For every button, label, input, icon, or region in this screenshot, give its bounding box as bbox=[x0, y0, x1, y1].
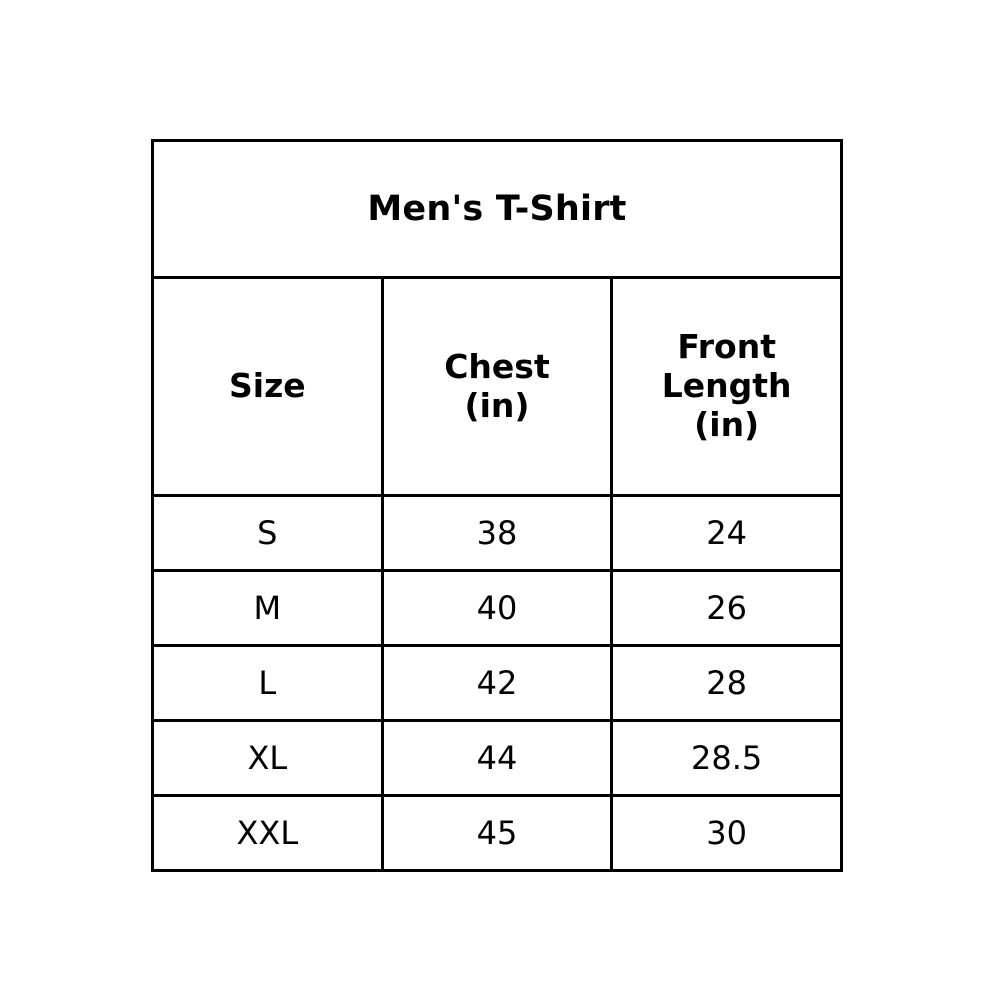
cell-front-length: 30 bbox=[612, 796, 842, 871]
cell-chest: 42 bbox=[382, 646, 612, 721]
table-row bbox=[153, 646, 842, 721]
cell-chest: 44 bbox=[382, 721, 612, 796]
column-header-size bbox=[153, 278, 383, 496]
cell-front-length: 26 bbox=[612, 571, 842, 646]
column-header-chest bbox=[382, 278, 612, 496]
size-chart-table bbox=[151, 139, 843, 872]
table-title-row bbox=[153, 141, 842, 278]
table-row bbox=[153, 721, 842, 796]
cell-size: M bbox=[153, 571, 383, 646]
cell-chest: 45 bbox=[382, 796, 612, 871]
column-header-front-length-line-1: Front bbox=[677, 327, 776, 367]
cell-size: XXL bbox=[153, 796, 383, 871]
cell-front-length: 24 bbox=[612, 496, 842, 571]
column-header-front-length-line-3: (in) bbox=[694, 404, 760, 444]
column-header-chest-line-2: (in) bbox=[464, 385, 530, 425]
table-row bbox=[153, 571, 842, 646]
column-header-front-length-line-2: Length bbox=[661, 366, 792, 406]
cell-size: XL bbox=[153, 721, 383, 796]
cell-front-length: 28 bbox=[612, 646, 842, 721]
column-header-size-line-1: Size bbox=[228, 366, 306, 406]
cell-size: L bbox=[153, 646, 383, 721]
table-row bbox=[153, 496, 842, 571]
cell-chest: 40 bbox=[382, 571, 612, 646]
column-header-front-length bbox=[612, 278, 842, 496]
table-title: Men's T-Shirt bbox=[153, 141, 842, 278]
cell-chest: 38 bbox=[382, 496, 612, 571]
table-header-row bbox=[153, 278, 842, 496]
cell-size: S bbox=[153, 496, 383, 571]
cell-front-length: 28.5 bbox=[612, 721, 842, 796]
table-row bbox=[153, 796, 842, 871]
column-header-chest-line-1: Chest bbox=[444, 346, 550, 386]
